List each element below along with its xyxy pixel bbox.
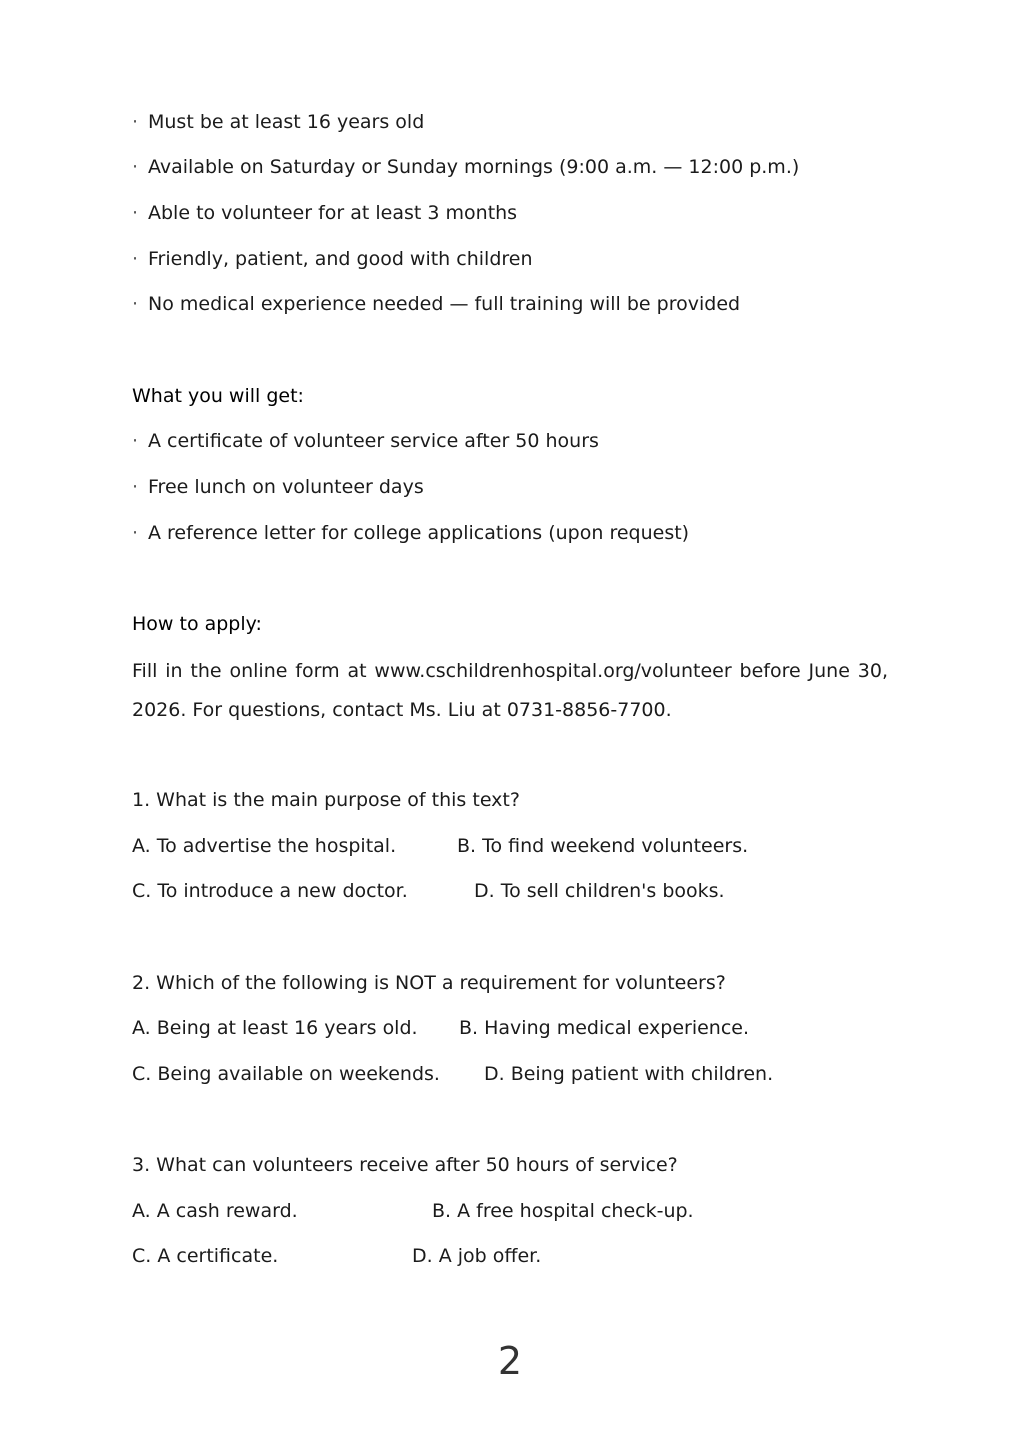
question-text: 3. What can volunteers receive after 50 hours of service? bbox=[132, 1154, 678, 1176]
bullet: · bbox=[132, 156, 139, 178]
bullet: · bbox=[132, 522, 139, 544]
option-a: A. A cash reward. bbox=[132, 1200, 298, 1222]
bullet: · bbox=[132, 111, 139, 133]
requirement-item: · Able to volunteer for at least 3 months bbox=[132, 202, 518, 224]
option-c: C. A certificate. bbox=[132, 1245, 279, 1267]
option-a: A. Being at least 16 years old. bbox=[132, 1017, 418, 1039]
benefit-item: · Free lunch on volunteer days bbox=[132, 476, 424, 498]
bullet: · bbox=[132, 293, 139, 315]
benefits-heading: What you will get: bbox=[132, 385, 304, 407]
requirement-item: · Available on Saturday or Sunday mornings (9:00 a.m. — 12:00 p.m.) bbox=[132, 156, 800, 178]
option-b: B. To find weekend volunteers. bbox=[457, 835, 749, 857]
bullet: · bbox=[132, 202, 139, 224]
bullet: · bbox=[132, 248, 139, 270]
page-number: 2 bbox=[497, 1339, 523, 1383]
bullet: · bbox=[132, 430, 139, 452]
bullet: · bbox=[132, 476, 139, 498]
option-a: A. To advertise the hospital. bbox=[132, 835, 397, 857]
apply-heading: How to apply: bbox=[132, 613, 262, 635]
benefit-item: · A certificate of volunteer service after 50 hours bbox=[132, 430, 599, 452]
requirement-item: · No medical experience needed — full training will be provided bbox=[132, 293, 741, 315]
option-c: C. To introduce a new doctor. bbox=[132, 880, 408, 902]
requirement-item: · Friendly, patient, and good with children bbox=[132, 248, 533, 270]
option-d: D. A job offer. bbox=[412, 1245, 542, 1267]
question-text: 1. What is the main purpose of this text? bbox=[132, 789, 520, 811]
requirement-item: · Must be at least 16 years old bbox=[132, 111, 425, 133]
option-c: C. Being available on weekends. bbox=[132, 1063, 440, 1085]
option-b: B. A free hospital check-up. bbox=[432, 1200, 694, 1222]
benefit-item: · A reference letter for college applications (upon request) bbox=[132, 522, 690, 544]
apply-instructions: Fill in the online form at www.cschildrenhospital.org/volunteer before June 30, 2026. For questions, contact Ms. Liu at 0731-8856-7700. bbox=[132, 660, 888, 721]
question-text: 2. Which of the following is NOT a requirement for volunteers? bbox=[132, 972, 726, 994]
option-b: B. Having medical experience. bbox=[459, 1017, 750, 1039]
option-d: D. To sell children's books. bbox=[474, 880, 725, 902]
option-d: D. Being patient with children. bbox=[484, 1063, 774, 1085]
